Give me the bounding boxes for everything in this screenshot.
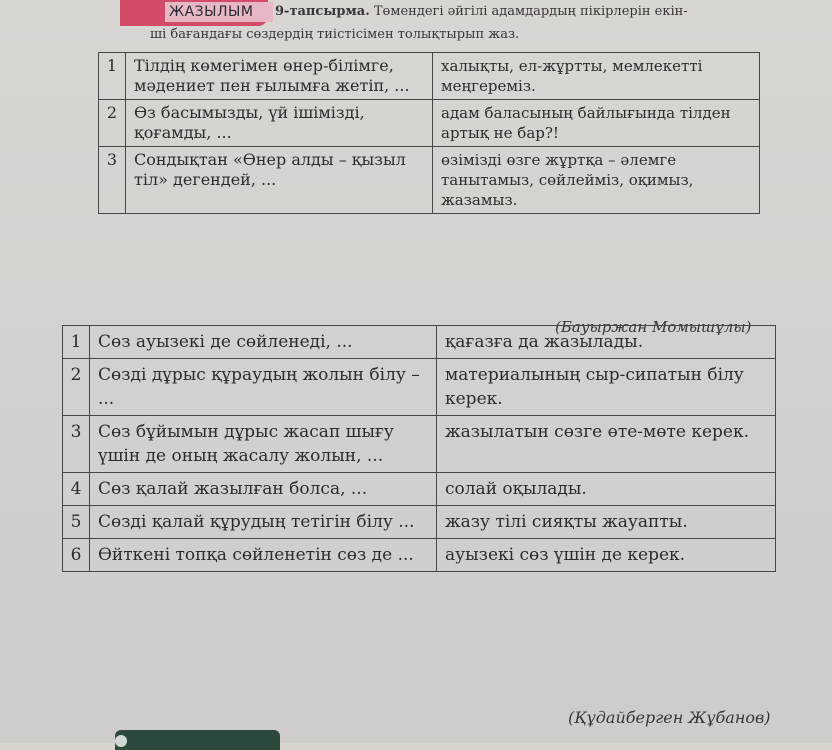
statement-start: Сондықтан «Өнер алды – қызыл тіл» дегендей, ...	[126, 147, 433, 214]
table-row	[99, 100, 760, 147]
row-number: 3	[99, 147, 126, 214]
source-attribution-1: (Бауыржан Момышұлы)	[555, 318, 752, 336]
table-row	[63, 326, 776, 359]
source-attribution-2: (Құдайберген Жұбанов)	[568, 708, 771, 727]
table-row	[63, 359, 776, 416]
table-row	[99, 147, 760, 214]
table-row	[63, 506, 776, 539]
statement-start: Сөзді дұрыс құраудың жолын білу – ...	[90, 359, 437, 416]
statement-start: Сөз қалай жазылған болса, ...	[90, 473, 437, 506]
row-number: 5	[63, 506, 90, 539]
task-text-line2: ші бағандағы сөздердің тиістісімен толықтырып жаз.	[150, 27, 520, 42]
statement-ending: өзімізді өзге жұртқа – әлемге танытамыз, сөйлейміз, оқимыз, жазамыз.	[433, 147, 760, 214]
row-number: 1	[63, 326, 90, 359]
statement-start: Сөз бұйымын дұрыс жасап шығу үшін де оның жасалу жолын, ...	[90, 416, 437, 473]
table-row	[63, 539, 776, 572]
statement-start: Өз басымызды, үй ішімізді, қоғамды, ...	[126, 100, 433, 147]
statement-ending: қағазға да жазылады.	[437, 326, 776, 359]
statement-start: Өйткені топқа сөйленетін сөз де ...	[90, 539, 437, 572]
statement-start: Тілдің көмегімен өнер-білімге, мәдениет пен ғылымға жетіп, ...	[126, 53, 433, 100]
task-number: 9-тапсырма.	[275, 4, 370, 19]
table-row	[63, 416, 776, 473]
statement-ending: жазылатын сөзге өте-мөте керек.	[437, 416, 776, 473]
statement-ending: халықты, ел-жұртты, мемлекетті меңгереміз.	[433, 53, 760, 100]
statement-start: Сөзді қалай құрудың тетігін білу ...	[90, 506, 437, 539]
statement-start: Сөз ауызекі де сөйленеді, ...	[90, 326, 437, 359]
task-instruction	[275, 3, 775, 20]
page-footer-decoration	[115, 730, 280, 750]
row-number: 2	[63, 359, 90, 416]
row-number: 4	[63, 473, 90, 506]
statement-ending: материалының сыр-сипатын білу керек.	[437, 359, 776, 416]
row-number: 2	[99, 100, 126, 147]
row-number: 1	[99, 53, 126, 100]
statement-ending: жазу тілі сияқты жауапты.	[437, 506, 776, 539]
statement-ending: ауызекі сөз үшін де керек.	[437, 539, 776, 572]
table-row	[99, 53, 760, 100]
row-number: 6	[63, 539, 90, 572]
exercise-table-1	[98, 52, 760, 214]
footer-dot-decoration	[115, 735, 127, 747]
exercise-table-2	[62, 325, 776, 572]
statement-ending: солай оқылады.	[437, 473, 776, 506]
table-row	[63, 473, 776, 506]
statement-ending: адам баласының байлығында тілден артық не бар?!	[433, 100, 760, 147]
row-number: 3	[63, 416, 90, 473]
task-text-line1: Төмендегі әйгілі адамдардың пікірлерін екін-	[369, 4, 688, 19]
section-tag: ЖАЗЫЛЫМ	[165, 2, 273, 22]
